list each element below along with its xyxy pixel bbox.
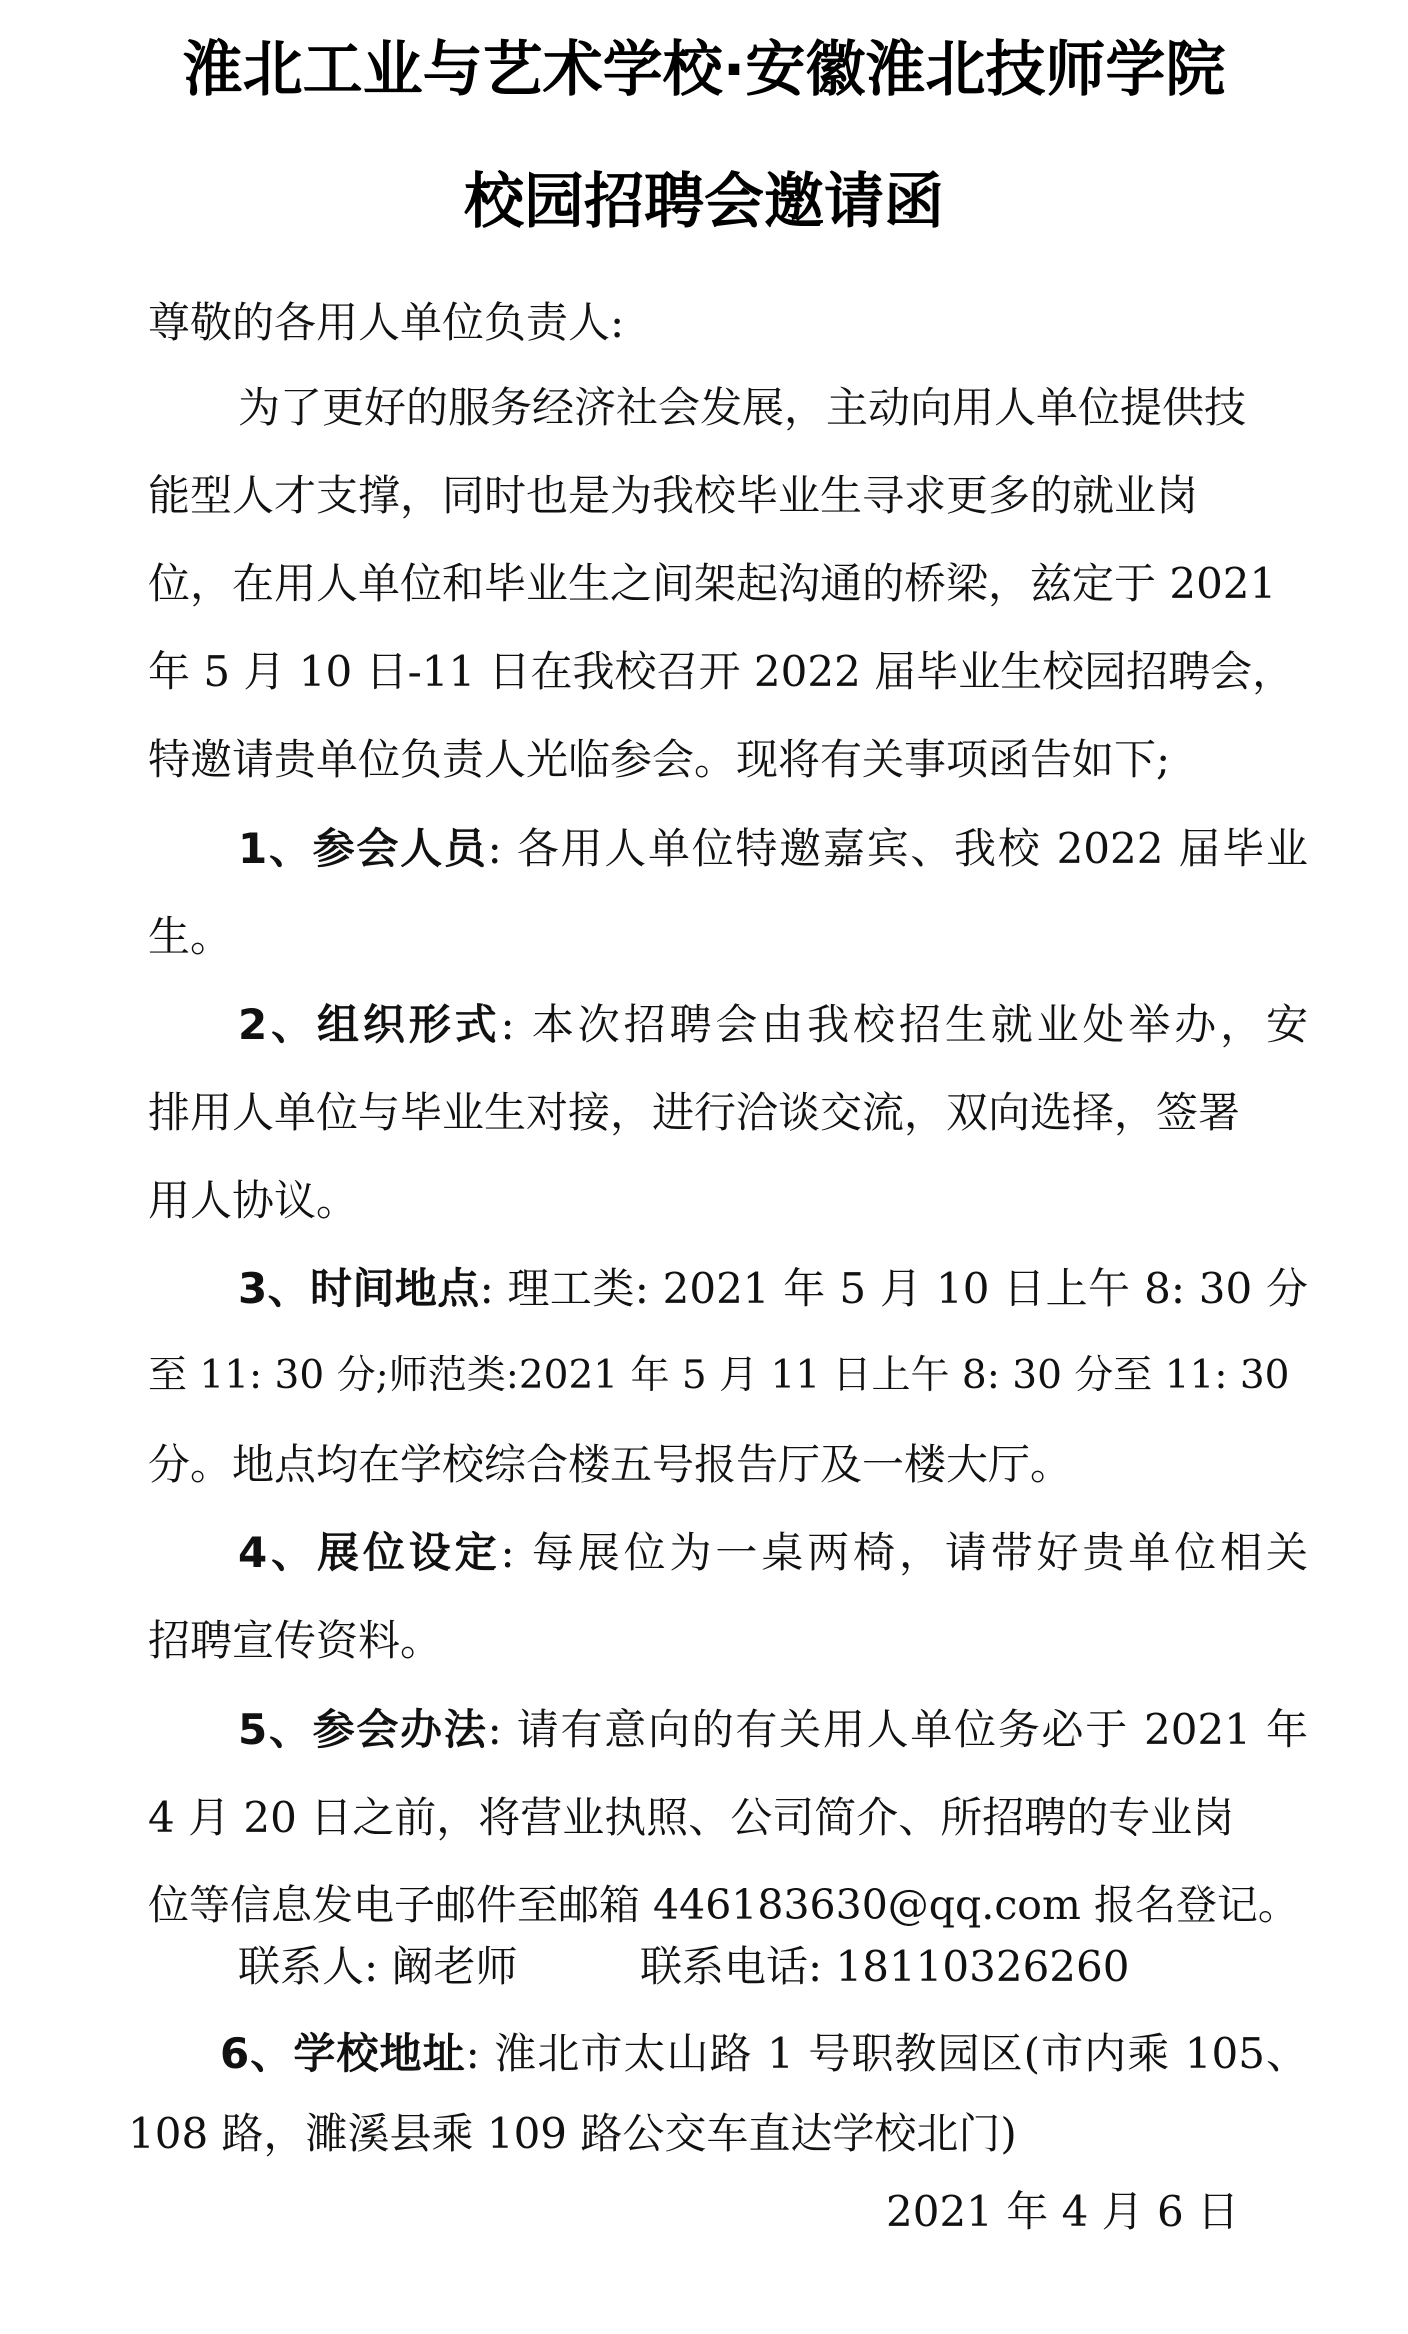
contact-person-label: 联系人:: [238, 1942, 379, 1991]
item-3-line: [238, 1264, 1308, 1313]
item-4-line: 招聘宣传资料。: [148, 1616, 443, 1665]
item-6-text: : 淮北市太山路 1 号职教园区(市内乘 105、: [465, 2029, 1308, 2078]
item-5-line: [238, 1705, 1308, 1754]
letter-date: 2021 年 4 月 6 日: [886, 2187, 1240, 2236]
contact-person: [238, 1942, 518, 1991]
item-3-line: 分。地点均在学校综合楼五号报告厅及一楼大厅。: [148, 1440, 1073, 1489]
item-6-line: [220, 2029, 1308, 2078]
item-5-label: 5、参会办法: [238, 1705, 488, 1754]
salutation: 尊敬的各用人单位负责人:: [148, 298, 625, 347]
item-5-line: 4 月 20 日之前，将营业执照、公司简介、所招聘的专业岗: [148, 1793, 1235, 1842]
intro-line: 能型人才支撑，同时也是为我校毕业生寻求更多的就业岗: [148, 471, 1199, 520]
item-1-text: : 各用人单位特邀嘉宾、我校 2022 届毕业: [487, 824, 1308, 873]
intro-line: 为了更好的服务经济社会发展，主动向用人单位提供技: [238, 383, 1247, 432]
item-3-text: : 理工类: 2021 年 5 月 10 日上午 8: 30 分: [479, 1264, 1308, 1313]
intro-line: 年 5 月 10 日-11 日在我校召开 2022 届毕业生校园招聘会，: [148, 647, 1295, 696]
page-title: 淮北工业与艺术学校·安徽淮北技师学院: [182, 35, 1226, 105]
item-5-line: 位等信息发电子邮件至邮箱 446183630@qq.com 报名登记。: [148, 1881, 1299, 1929]
item-4-line: [238, 1528, 1308, 1577]
item-5-text: : 请有意向的有关用人单位务必于 2021 年: [487, 1705, 1308, 1754]
item-2-text: : 本次招聘会由我校招生就业处举办，安: [500, 1000, 1308, 1049]
item-2-line: 用人协议。: [148, 1176, 359, 1225]
item-2-label: 2、组织形式: [238, 1000, 501, 1049]
item-3-label: 3、时间地点: [238, 1264, 480, 1313]
contact-person-name: 阚老师: [391, 1942, 518, 1991]
intro-line: 特邀请贵单位负责人光临参会。现将有关事项函告如下;: [148, 735, 1171, 784]
intro-line: 位，在用人单位和毕业生之间架起沟通的桥梁，兹定于 2021: [148, 559, 1277, 608]
item-1-line: 生。: [148, 912, 233, 961]
item-6-label: 6、学校地址: [220, 2029, 466, 2078]
item-3-line: 至 11: 30 分;师范类:2021 年 5 月 11 日上午 8: 30 分至 11: 30: [148, 1353, 1290, 1398]
item-2-line: [238, 1000, 1308, 1049]
contact-phone-label: 联系电话:: [640, 1942, 823, 1991]
item-1-label: 1、参会人员: [238, 824, 488, 873]
item-4-text: : 每展位为一桌两椅，请带好贵单位相关: [500, 1528, 1308, 1577]
contact-phone: [640, 1942, 1130, 1991]
item-1-line: [238, 824, 1308, 873]
contact-phone-number: 18110326260: [835, 1942, 1130, 1991]
item-2-line: 排用人单位与毕业生对接，进行洽谈交流，双向选择，签署: [148, 1088, 1241, 1137]
item-4-label: 4、展位设定: [238, 1528, 501, 1577]
page-subtitle: 校园招聘会邀请函: [464, 167, 944, 237]
item-6-line: 108 路，濉溪县乘 109 路公交车直达学校北门): [128, 2109, 1017, 2158]
